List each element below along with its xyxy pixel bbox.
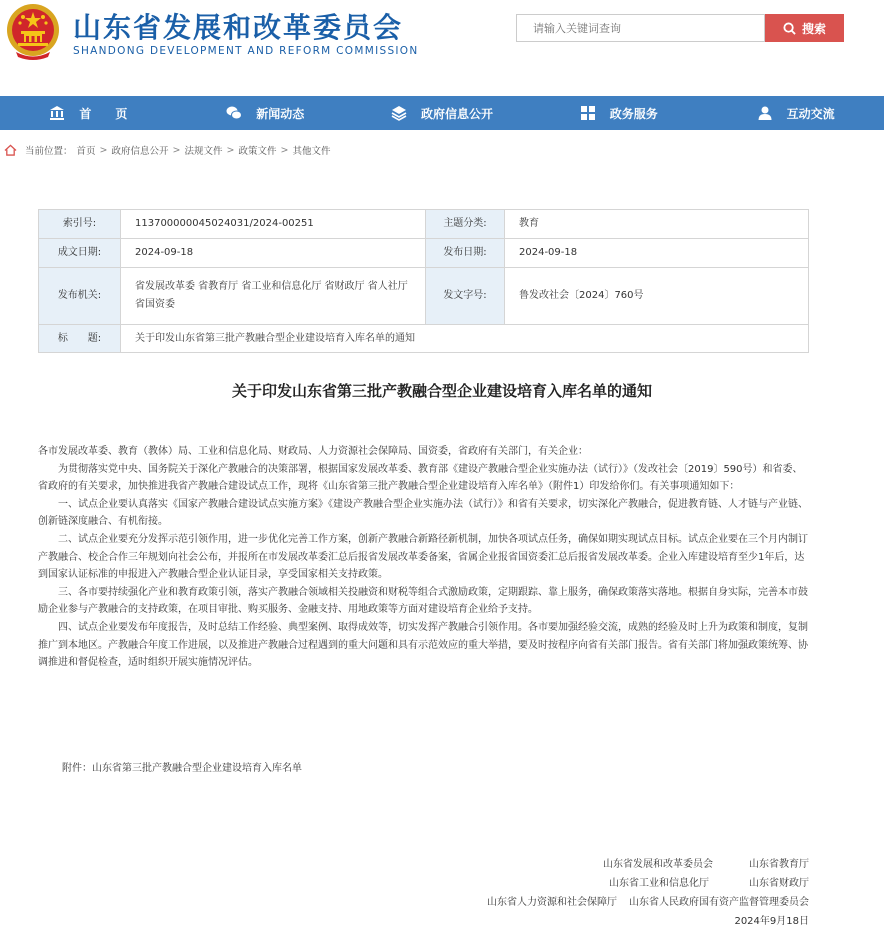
- site-header: [0, 0, 884, 96]
- index-label: 索引号:: [39, 210, 121, 239]
- search-icon: [783, 22, 796, 35]
- signature-date: 2024年9月18日: [734, 916, 809, 927]
- site-title: 山东省发展和改革委员会: [73, 11, 404, 44]
- salutation: 各市发展改革委、教育（教体）局、工业和信息化局、财政局、人力资源社会保障局、国资委，省政府有关部门，有关企业：: [38, 446, 588, 457]
- nav-item-news[interactable]: [177, 96, 354, 130]
- nav-item-interaction[interactable]: [707, 96, 884, 130]
- breadcrumb-separator: >: [280, 144, 289, 156]
- paragraph: 四、试点企业要发布年度报告，及时总结工作经验、典型案例、取得成效等，切实发挥产教融合引领作用。各市要加强经验交流，成熟的经验及时上升为政策和制度，复制推广到本地区。产教融合年度工作进展，以及推进产教融合过程遇到的重大问题和具有示范效应的重大举措，要及时按程序向省有关部门报告。省有关部门将加强政策统筹、协调推进和督促检查，适时组织开展实施情况评估。: [38, 621, 808, 669]
- nav-item-label: 新闻动态: [256, 106, 305, 121]
- document-body: [38, 443, 810, 672]
- grid-icon: [580, 105, 596, 121]
- breadcrumb-regulations[interactable]: 法规文件: [184, 146, 223, 157]
- doc-number-label: 发文字号:: [426, 268, 505, 325]
- signature: 山东省发展和改革委员会: [603, 859, 713, 870]
- breadcrumb-policy[interactable]: 政策文件: [238, 146, 277, 157]
- issuer-value: 省发展改革委 省教育厅 省工业和信息化厅 省财政厅 省人社厅 省国资委: [121, 268, 426, 325]
- search-button[interactable]: [765, 14, 844, 42]
- nav-item-gov-info[interactable]: [354, 96, 531, 130]
- breadcrumb: [4, 143, 330, 157]
- paragraph: 三、各市要持续强化产业和教育政策引领，落实产教融合领域相关投融资和财税等组合式激励政策，定期跟踪、靠上服务，确保政策落实落地。根据自身实际，完善本市鼓励企业参与产教融合的支持政策，在项目审批、购买服务、金融支持、用地政策等方面对建设培育企业给予支持。: [38, 586, 808, 616]
- document-info-table: [38, 209, 809, 353]
- bank-icon: [49, 105, 65, 121]
- signature: 山东省财政厅: [749, 878, 809, 889]
- attachment-link[interactable]: 附件：山东省第三批产教融合型企业建设培育入库名单: [62, 763, 302, 774]
- document-title: 关于印发山东省第三批产教融合型企业建设培育入库名单的通知: [231, 382, 652, 400]
- published-date-value: 2024-09-18: [505, 239, 809, 268]
- search-button-label: 搜索: [801, 21, 826, 36]
- published-date-label: 发布日期:: [426, 239, 505, 268]
- breadcrumb-separator: >: [226, 144, 235, 156]
- paragraph: 为贯彻落实党中央、国务院关于深化产教融合的决策部署，根据国家发展改革委、教育部《建设产教融合型企业实施办法（试行）》（发改社会〔2019〕590号）和省委、省政府的有关要求，加快推进我省产教融合建设试点工作，现将《山东省第三批产教融合型企业建设培育入库名单》（附件1）印发给你们。有关事项通知如下：: [38, 463, 803, 493]
- nav-item-label: 政务服务: [609, 106, 658, 121]
- topic-value: 教育: [505, 210, 809, 239]
- title-label: 标 题:: [39, 325, 121, 353]
- paragraph: 二、试点企业要充分发挥示范引领作用，进一步优化完善工作方案，创新产教融合新路径新机制，加快各项试点任务，确保如期实现试点目标。试点企业要在三个月内制订产教融合、校企合作三年规划向社会公布，并报所在市发展改革委汇总后报省发展改革委备案，省属企业报省国资委汇总后报省发展改革委。企业入库建设培育至少1年后，达到国家认证标准的申报进入产教融合型企业认证目录，享受国家相关支持政策。: [38, 533, 808, 581]
- main-nav: [0, 96, 884, 130]
- signature: 山东省人力资源和社会保障厅: [487, 897, 617, 908]
- breadcrumb-other[interactable]: 其他文件: [292, 146, 331, 157]
- topic-label: 主题分类:: [426, 210, 505, 239]
- national-emblem-icon: [6, 3, 60, 61]
- site-subtitle: SHANDONG DEVELOPMENT AND REFORM COMMISSION: [73, 45, 419, 57]
- breadcrumb-separator: >: [172, 144, 181, 156]
- breadcrumb-gov-info[interactable]: 政府信息公开: [111, 146, 169, 157]
- breadcrumb-separator: >: [99, 144, 108, 156]
- person-icon: [757, 105, 773, 121]
- signatures: [487, 855, 809, 927]
- breadcrumb-prefix: 当前位置：: [25, 146, 73, 157]
- created-date-label: 成文日期:: [39, 239, 121, 268]
- nav-item-home[interactable]: [0, 96, 177, 130]
- issuer-label: 发布机关:: [39, 268, 121, 325]
- home-icon: [4, 144, 17, 156]
- layers-icon: [391, 105, 407, 121]
- title-value: 关于印发山东省第三批产教融合型企业建设培育入库名单的通知: [121, 325, 809, 353]
- nav-item-label: 政府信息公开: [420, 106, 493, 121]
- created-date-value: 2024-09-18: [121, 239, 426, 268]
- signature: 山东省工业和信息化厅: [609, 878, 709, 889]
- search-input[interactable]: [516, 14, 765, 42]
- paragraph: 一、试点企业要认真落实《国家产教融合建设试点实施方案》《建设产教融合型企业实施办法（试行）》和省有关要求，切实深化产教融合，促进教育链、人才链与产业链、创新链深度融合、有机衔接。: [38, 498, 808, 528]
- nav-item-label: 首 页: [79, 106, 128, 121]
- nav-item-services[interactable]: [530, 96, 707, 130]
- index-value: 11370000004502403​1/2024-00251: [121, 210, 426, 239]
- nav-item-label: 互动交流: [786, 106, 835, 121]
- signature: 山东省人民政府国有资产监督管理委员会: [629, 897, 809, 908]
- breadcrumb-home[interactable]: 首页: [76, 146, 96, 157]
- doc-number-value: 鲁发改社会〔2024〕760号: [505, 268, 809, 325]
- signature: 山东省教育厅: [749, 859, 809, 870]
- chat-icon: [226, 105, 242, 121]
